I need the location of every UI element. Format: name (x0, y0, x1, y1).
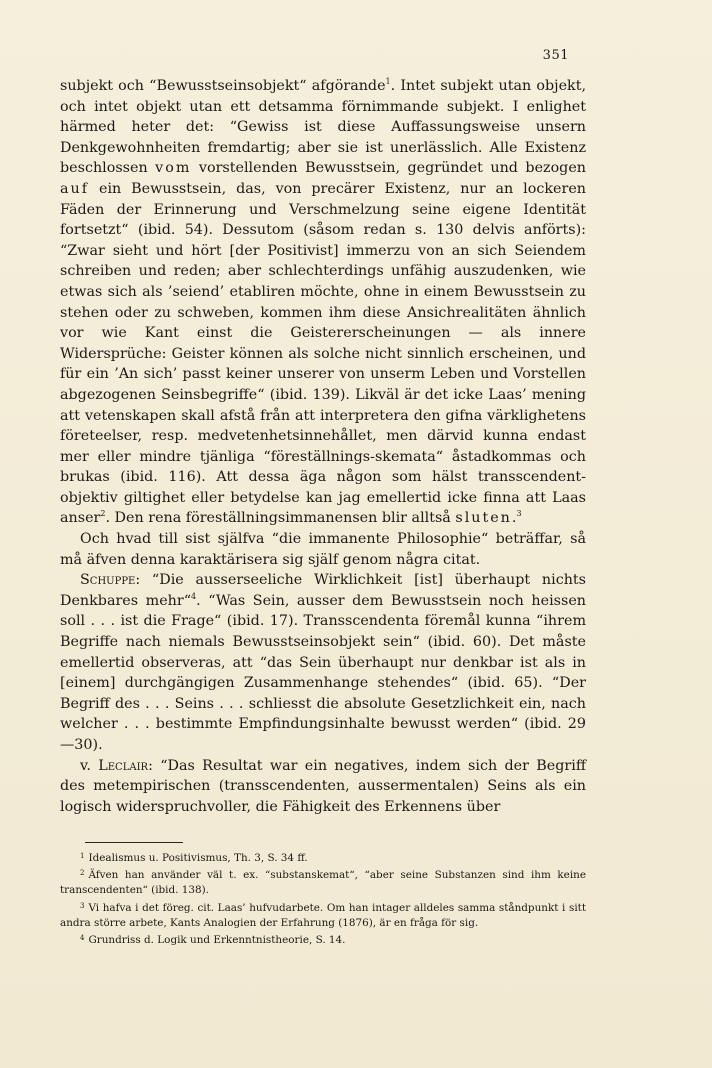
footnote-reference: 2 (100, 509, 106, 519)
author-name: Schuppe (80, 572, 136, 589)
paragraph (60, 756, 586, 818)
emphasized-text: sluten (455, 510, 512, 527)
text-run: : “Die ausserseeliche Wirklichkeit [ist] überhaupt nichts Denkbares mehr“ (60, 572, 586, 609)
paragraph (60, 570, 586, 755)
text-run: subjekt och “Bewusstseinsobjekt“ afgörande (60, 78, 386, 94)
text-run: . Den rena föreställningsimmanensen blir alltså (105, 510, 456, 527)
text-run: ein Bewusstsein, das, von precärer Existenz, nur an lockeren Fäden der Erinnerung und Verschmelzung seine eigene Identität fortsetzt“ (ibid. 54). Dessutom (såsom redan s. 130 delvis anförts): “Zwar sieht und hört [der Positivist] immerzu von an sich Seiendem schreiben und reden; aber schlechterdings unfähig auszudenken, wie etwas sich als ’seiend’ etabliren möchte, ohne in einem Bewusstsein zu stehen oder zu schweben, kommen ihm diese Ansichrealitäten ähnlich vor wie Kant einst die Geistererscheinungen — als innere Widersprüche: Geister können als solche nicht sinnlich erscheinen, und für ein ’An sich’ passt keiner unserer von unserm Leben und Vorstellen abgezogenen Seinsbegriffe“ (ibid. 139). Likväl är det icke Laas’ mening att vetenskapen skall afstå från att interpretera den gifna värklighetens företeelser, resp. medvetenhetsinnehållet, men därvid kunna endast mer eller mindre tjänliga “föreställnings-skemata“ åstadkommas och brukas (ibid. 116). Att dessa äga någon som hälst transscendent-objektiv giltighet eller betydelse kan jag emellertid icke finna att Laas anser (60, 180, 586, 527)
paragraph (60, 529, 586, 570)
text-run: . “Was Sein, ausser dem Bewusstsein noch heissen soll . . . ist die Frage“ (ibid. 17). Transscendenta föremål kunna “ihrem Begriffe nach niemals Bewusstseinsobjekt sein“ (ibid. 60). Det måste emellertid observeras, att “das Sein überhaupt nur denkbar ist als in [einem] durchgängigen Zusammenhange stehendes“ (ibid. 65). “Der Begriff des . . . Seins . . . schliesst die absolute Gesetzlichkeit ein, nach welcher . . . bestimmte Empfindungsinhalte bewusst werden“ (ibid. 29—30). (60, 592, 586, 753)
footnote-text: Idealismus u. Positivismus, Th. 3, S. 34 ff. (88, 852, 308, 864)
footnote-mark: 1 (80, 852, 85, 860)
footnote-divider (85, 842, 183, 843)
footnote-reference: 1 (385, 77, 391, 86)
footnote (60, 899, 586, 931)
text-run: vorstellenden Bewusstsein, gegründet und bezogen (191, 160, 586, 177)
footnote (60, 866, 586, 898)
text-run: Och hvad till sist själfva “die immanente Philosophie“ beträffar, så må äfven denna karaktärisera sig själf genom några citat. (60, 531, 586, 568)
footnote-mark: 3 (80, 901, 85, 910)
page-body (60, 76, 586, 817)
footnote-text: Äfven han använder väl t. ex. “substanskemat“, “aber seine Substanzen sind ihm keine transcendenten“ (ibid. 138). (60, 869, 586, 897)
footnote (60, 931, 586, 948)
footnote (60, 849, 586, 866)
footnote-mark: 2 (80, 869, 85, 878)
text-run: . Intet subjekt utan objekt, och intet objekt utan ett detsamma förnimmande subjekt. I enlighet härmed heter det: “Gewiss ist diese Auffassungsweise unsern Denkgewohnheiten fremdartig; aber sie ist unerlässlich. Alle Existenz beschlossen (60, 78, 586, 177)
text-run: . (511, 510, 517, 527)
footnote-reference: 3 (516, 509, 522, 519)
footnotes (60, 849, 586, 948)
paragraph (60, 76, 586, 529)
footnote-text: Grundriss d. Logik und Erkenntnistheorie, S. 14. (88, 934, 346, 947)
emphasized-text: auf (60, 180, 90, 197)
footnote-text: Vi hafva i det föreg. cit. Laas’ hufvudarbete. Om han intager alldeles samma ståndpunkt i sitt andra större arbete, Kants Analogien der Erfahrung (1876), är en fråga för sig. (60, 901, 586, 929)
footnote-reference: 4 (191, 591, 197, 601)
text-run: v. (80, 757, 99, 774)
emphasized-text: vom (155, 160, 192, 177)
footnote-mark: 4 (80, 934, 85, 943)
author-name: Leclair (98, 757, 149, 774)
page-number: 351 (542, 48, 569, 63)
text-run: : “Das Resultat war ein negatives, indem sich der Begriff des metempirischen (transscendenten, aussermentalen) Seins als ein logisch widerspruchvoller, die Fähigkeit des Erkennens über (60, 757, 586, 815)
